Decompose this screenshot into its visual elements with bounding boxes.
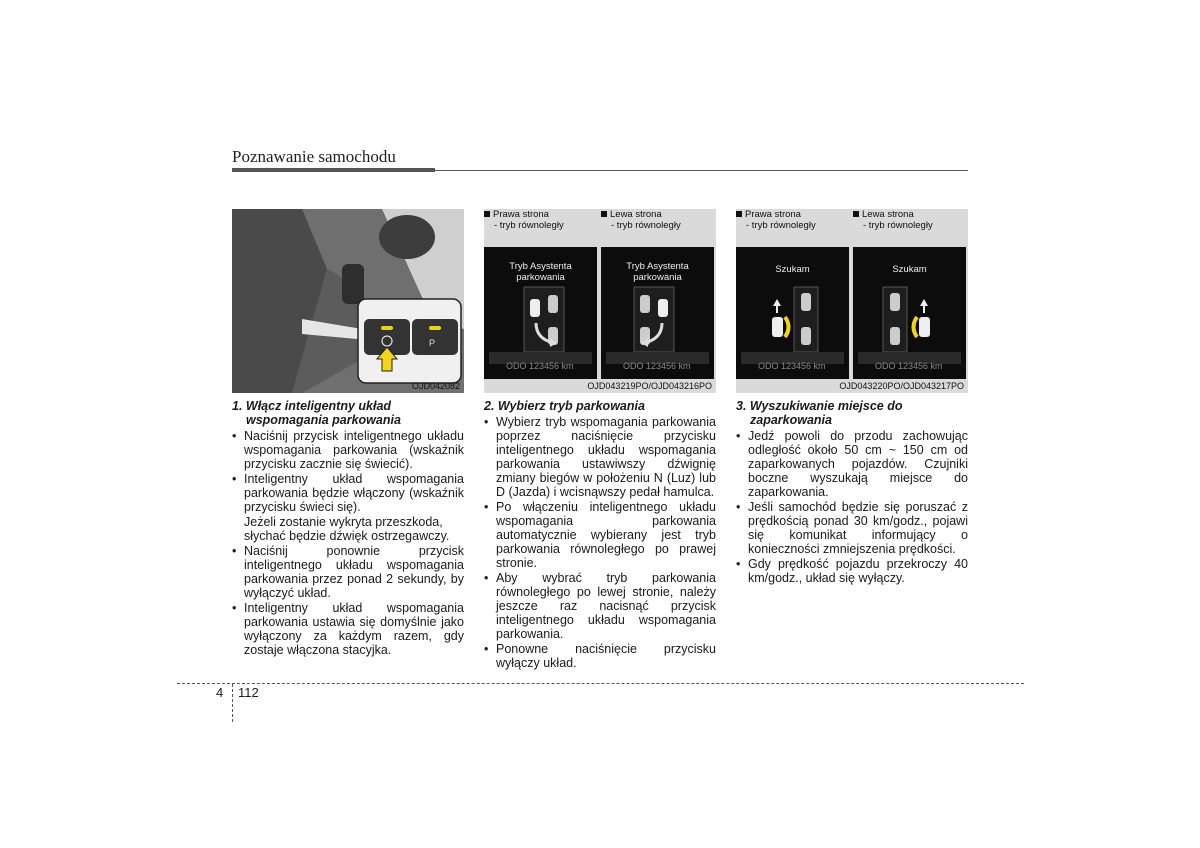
odometer: ODO 123456 km <box>506 361 574 371</box>
header-rule-thin <box>435 170 968 171</box>
figure-code: OJD042082 <box>411 381 460 391</box>
legend-label: Lewa strona <box>862 209 914 220</box>
instruction-item: • Naciśnij przycisk inteligentnego układu wspomagania parkowania (wskaźnik przycisku zacznie się świecić). <box>232 429 464 471</box>
legend-sublabel: - tryb równoległy <box>863 220 933 231</box>
car-interior-illustration <box>232 209 464 393</box>
column-3 <box>736 209 968 586</box>
column-2 <box>484 209 716 671</box>
step-caption <box>484 399 716 413</box>
figure-code: OJD043219PO/OJD043216PO <box>587 381 712 391</box>
legend-sublabel: - tryb równoległy <box>611 220 681 231</box>
column-1 <box>232 209 464 658</box>
cluster-display-left <box>601 247 714 379</box>
caption-line: 1. Włącz inteligentny układ <box>232 399 392 413</box>
instruction-item: • Inteligentny układ wspomagania parkowania będzie włączony (wskaźnik przycisku świeci się). <box>232 472 464 514</box>
caption-line: zaparkowania <box>750 413 832 427</box>
legend-label: Lewa strona <box>610 209 662 220</box>
legend-left-side <box>601 209 681 231</box>
page-header-title: Poznawanie samochodu <box>232 147 396 166</box>
instruction-list <box>232 429 464 514</box>
caption-line: 2. Wybierz tryb parkowania <box>484 399 645 413</box>
legend-right-side <box>484 209 564 231</box>
instruction-item: • Wybierz tryb wspomagania parkowania poprzez naciśnięcie przycisku inteligentnego układu wspomagania parkowania ustawiwszy dźwignię zmiany biegów w położeniu N (Luz) lub D (Jazda) i wcisnąwszy pedał hamulca. <box>484 415 716 499</box>
header-rule-thick <box>232 168 435 172</box>
instruction-list <box>232 544 464 657</box>
display-title-line: parkowania <box>633 272 682 283</box>
step-caption <box>232 399 464 427</box>
display-title-line: Tryb Asystenta <box>626 261 689 272</box>
instruction-item: • Ponowne naciśnięcie przycisku wyłączy układ. <box>484 642 716 670</box>
instruction-item: • Gdy prędkość pojazdu przekroczy 40 km/godz., układ się wyłączy. <box>736 557 968 585</box>
figure-button-photo <box>232 209 464 393</box>
cluster-display-right <box>484 247 597 379</box>
display-title-line: parkowania <box>516 272 565 283</box>
figure-searching <box>736 209 968 393</box>
cluster-display-right <box>736 247 849 379</box>
figure-mode-select <box>484 209 716 393</box>
instruction-item: • Po włączeniu inteligentnego układu wspomagania parkowania automatycznie wybierany jest tryb parkowania równoległego po prawej stronie. <box>484 500 716 570</box>
legend-right-side <box>736 209 816 231</box>
instruction-list <box>736 429 968 585</box>
instruction-list <box>484 415 716 670</box>
legend-label: Prawa strona <box>745 209 801 220</box>
instruction-item: • Jeśli samochód będzie się poruszać z prędkością ponad 30 km/godz., pojawi się komunikat informujący o konieczności zmniejszenia prędkości. <box>736 500 968 556</box>
instruction-note: Jeżeli zostanie wykryta przeszkoda, słychać będzie dźwięk ostrzegawczy. <box>244 515 450 543</box>
legend-sublabel: - tryb równoległy <box>494 220 564 231</box>
svg-text:P: P <box>429 338 436 348</box>
display-title: Szukam <box>775 264 810 275</box>
instruction-item: • Naciśnij ponownie przycisk inteligentnego układu wspomagania parkowania przez ponad 2 sekundy, by wyłączyć układ. <box>232 544 464 600</box>
instruction-item: • Jedź powoli do przodu zachowując odległość około 50 cm ~ 150 cm od zaparkowanych pojazdów. Czujniki boczne wyszukają miejsce do zaparkowania. <box>736 429 968 499</box>
odometer: ODO 123456 km <box>758 361 826 371</box>
display-title-line: Tryb Asystenta <box>509 261 572 272</box>
cluster-display-left <box>853 247 966 379</box>
chapter-number: 4 <box>216 685 224 700</box>
display-title: Szukam <box>892 264 927 275</box>
caption-line: wspomagania parkowania <box>246 413 401 427</box>
display-title <box>601 261 714 283</box>
caption-line: 3. Wyszukiwanie miejsce do <box>736 399 903 413</box>
odometer: ODO 123456 km <box>875 361 943 371</box>
legend-left-side <box>853 209 933 231</box>
legend-label: Prawa strona <box>493 209 549 220</box>
footer-divider <box>232 684 233 722</box>
odometer: ODO 123456 km <box>623 361 691 371</box>
footer-rule <box>177 683 1024 684</box>
display-title <box>484 261 597 283</box>
legend-sublabel: - tryb równoległy <box>746 220 816 231</box>
instruction-item: • Aby wybrać tryb parkowania równoległego po lewej stronie, należy jeszcze raz nacisnąć przycisk inteligentnego układu wspomagania parkowania. <box>484 571 716 641</box>
page-number: 112 <box>238 685 259 700</box>
figure-code: OJD043220PO/OJD043217PO <box>839 381 964 391</box>
instruction-item: • Inteligentny układ wspomagania parkowania ustawia się domyślnie jako wyłączony za każdym razem, gdy zostaje włączona stacyjka. <box>232 601 464 657</box>
step-caption <box>736 399 968 427</box>
